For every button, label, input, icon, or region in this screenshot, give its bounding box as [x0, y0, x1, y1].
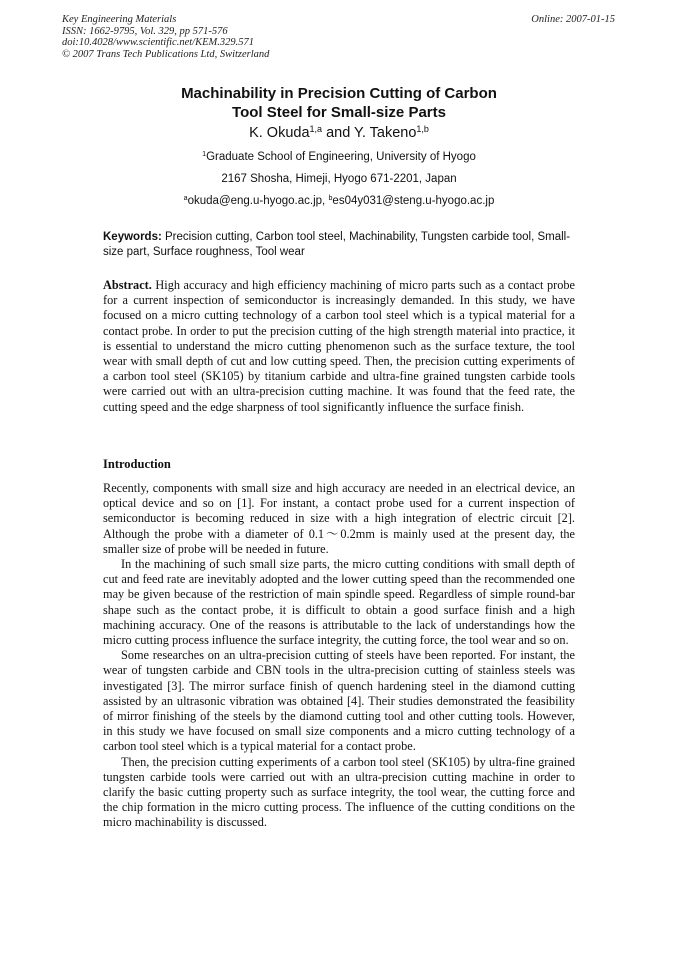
online-date: Online: 2007-01-15 [531, 14, 615, 25]
authors [100, 124, 578, 142]
journal-copyright: © 2007 Trans Tech Publications Ltd, Switzerland [62, 48, 270, 60]
affiliation-line-2: 2167 Shosha, Himeji, Hyogo 671-2201, Japan [221, 173, 457, 185]
email-b[interactable]: es04y031@steng.u-hyogo.ac.jp [332, 195, 495, 207]
abstract-text: High accuracy and high efficiency machining of micro parts such as a contact probe for a current inspection of semiconductor is increasingly demanded. In this study, we have focused on a micro cutting technology of a carbon tool steel which is a typical material for a contact probe. In order to put the precision cutting of the high strength material into practice, it is essential to understand the micro cutting phenomenon such as the surface texture, the tool wear with small depth of cut and low cutting speed. Then, the precision cutting experiments of a carbon tool steel (SK105) by titanium carbide and ultra-fine grained tungsten carbide tools were carried out with an ultra-precision cutting machine. It was found that the feed rate, the cutting speed and the edge sharpness of tool significantly influence the surface finish. [103, 278, 575, 414]
author-and: and [326, 125, 351, 141]
journal-info [62, 14, 332, 60]
affiliation [100, 150, 578, 165]
abstract-label: Abstract. [103, 278, 152, 292]
journal-name: Key Engineering Materials [62, 14, 177, 25]
affiliation-line-1: Graduate School of Engineering, University of Hyogo [206, 151, 476, 163]
email-b-marker: b [328, 194, 333, 203]
title-line-2: Tool Steel for Small-size Parts [232, 104, 446, 121]
keywords [103, 230, 575, 260]
title-line-1: Machinability in Precision Cutting of Carbon [181, 85, 497, 102]
keywords-label: Keywords: [103, 231, 162, 243]
intro-paragraph: In the machining of such small size parts, the micro cutting conditions with small depth of cut and feed rate are inevitably adopted and the lower cutting speed than the recommended one may be given because of the restriction of main spindle speed. Regardless of simple round-bar shape such as the contact probe, it is difficult to obtain a good surface finish and a high machining accuracy. One of the reasons is attributable to the lack of understandings how the micro cutting process influence the surface integrity, the cutting force, the tool wear and so on. [103, 557, 575, 648]
email-a[interactable]: okuda@eng.u-hyogo.ac.jp, [187, 195, 326, 207]
author-1-affil: 1,a [309, 124, 323, 135]
introduction-heading: Introduction [103, 457, 171, 471]
affiliation-marker: 1 [202, 150, 207, 159]
journal-issn: ISSN: 1662-9795, Vol. 329, pp 571-576 [62, 25, 228, 37]
emails [100, 194, 578, 209]
email-a-marker: a [183, 194, 188, 203]
intro-paragraph: Then, the precision cutting experiments of a carbon tool steel (SK105) by ultra-fine grained tungsten carbide tools were carried out with an ultra-precision cutting machine in order to clarify the basic cutting property such as surface integrity, the tool wear, the cutting force and the chip formation in the micro cutting process. The influence of the cutting conditions on the micro machinability is discussed. [103, 754, 575, 830]
introduction-body [103, 481, 575, 831]
author-2: Y. Takeno [354, 125, 417, 141]
author-1: K. Okuda [249, 125, 310, 141]
paper-title [100, 84, 578, 122]
intro-paragraph: Some researches on an ultra-precision cutting of steels have been reported. For instant, the wear of tungsten carbide and CBN tools in the ultra-precision cutting of stainless steels was investigated [3]. The mirror surface finish of quench hardening steel in the diamond cutting assisted by an ultrasonic vibration was obtained [4]. Their studies demonstrated the feasibility of mirror finishing of the steels by the diamond cutting tool and other cutting tools. However, in this study we have focused on small size components and a micro cutting technology of a carbon tool steel which is a typical material for a contact probe. [103, 648, 575, 754]
abstract [103, 278, 575, 415]
journal-doi[interactable]: doi:10.4028/www.scientific.net/KEM.329.571 [62, 37, 254, 48]
intro-paragraph: Recently, components with small size and high accuracy are needed in an electrical device, an optical device and so on [1]. For instant, a contact probe used for a current inspection of semiconductor is becoming reduced in size with a high integration of electric circuit [2]. Although the probe with a diameter of 0.1～0.2mm is mainly used at the present day, the smaller size of probe will be needed in future. [103, 481, 575, 556]
author-2-affil: 1,b [416, 124, 429, 135]
keywords-text: Precision cutting, Carbon tool steel, Machinability, Tungsten carbide tool, Small-size part, Surface roughness, Tool wear [103, 231, 571, 258]
address [100, 172, 578, 187]
